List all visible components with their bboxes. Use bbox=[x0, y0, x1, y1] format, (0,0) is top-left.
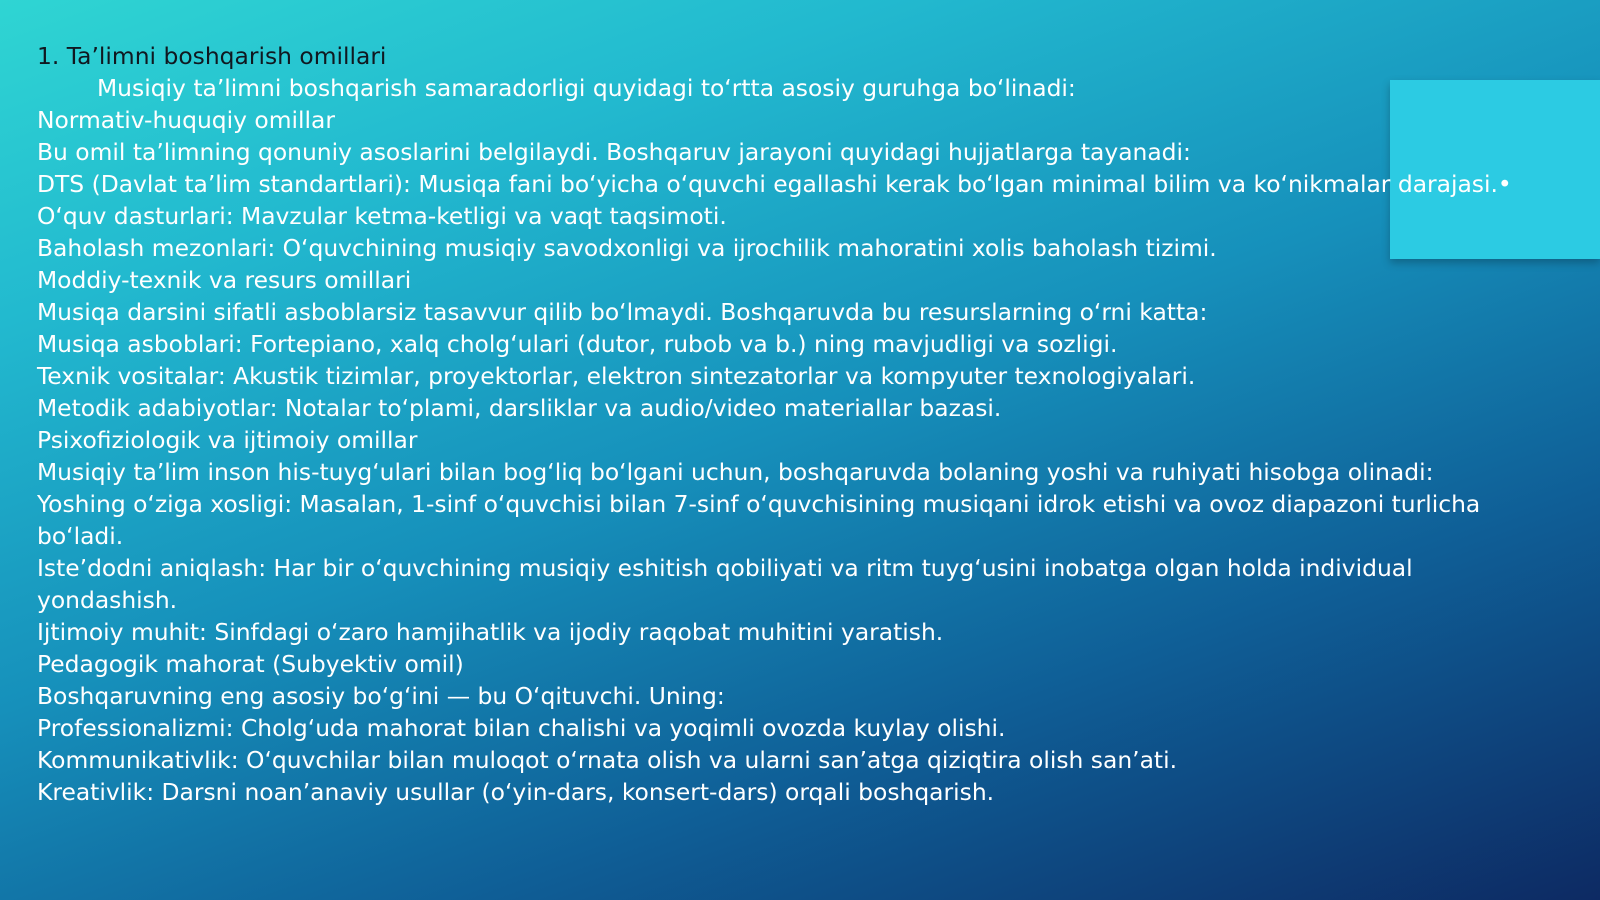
list-item-ijtimoiy: Ijtimoiy muhit: Sinfdagi o‘zaro hamjihatlik va ijodiy raqobat muhitini yaratish. bbox=[37, 618, 944, 646]
section-heading-psixo: Psixofiziologik va ijtimoiy omillar bbox=[37, 426, 418, 454]
list-item-dts: DTS (Davlat ta’lim standartlari): Musiqa fani bo‘yicha o‘quvchi egallashi kerak bo‘lgan minimal bilim va ko‘nikmalar darajasi.• O‘quv dasturlari: Mavzular ketma-ketligi va vaqt taqsimoti. bbox=[37, 170, 1512, 230]
list-item-kommunikativ: Kommunikativlik: O‘quvchilar bilan muloqot o‘rnata olish va ularni san’atga qiziqtira olish san’ati. bbox=[37, 746, 1178, 774]
list-item-texnik: Texnik vositalar: Akustik tizimlar, proyektorlar, elektron sintezatorlar va kompyuter texnologiyalari. bbox=[37, 362, 1196, 390]
paragraph-pedagogik: Boshqaruvning eng asosiy bo‘g‘ini — bu O‘qituvchi. Uning: bbox=[37, 682, 725, 710]
list-item-yosh: Yoshing o‘ziga xosligi: Masalan, 1-sinf o‘quvchisi bilan 7-sinf o‘quvchisining musiqani idrok etishi va ovoz diapazoni turlicha bo‘ladi. bbox=[37, 490, 1481, 550]
section-heading-pedagogik: Pedagogik mahorat (Subyektiv omil) bbox=[37, 650, 464, 678]
list-item-istedod: Iste’dodni aniqlash: Har bir o‘quvchining musiqiy eshitish qobiliyati va ritm tuyg‘usini inobatga olgan holda individual yondashish. bbox=[37, 554, 1413, 614]
intro-line: Musiqiy ta’limni boshqarish samaradorligi quyidagi to‘rtta asosiy guruhga bo‘linadi: bbox=[97, 74, 1076, 102]
paragraph-material: Musiqa darsini sifatli asboblarsiz tasavvur qilib bo‘lmaydi. Boshqaruvda bu resurslarning o‘rni katta: bbox=[37, 298, 1208, 326]
list-item-kreativ: Kreativlik: Darsni noan’anaviy usullar (o‘yin-dars, konsert-dars) orqali boshqarish. bbox=[37, 778, 995, 806]
paragraph-psixo: Musiqiy ta’lim inson his-tuyg‘ulari bilan bog‘liq bo‘lgani uchun, boshqaruvda bolaning yoshi va ruhiyati hisobga olinadi: bbox=[37, 458, 1434, 486]
section-heading-material: Moddiy-texnik va resurs omillari bbox=[37, 266, 412, 294]
list-item-baholash: Baholash mezonlari: O‘quvchining musiqiy savodxonligi va ijrochilik mahoratini xolis baholash tizimi. bbox=[37, 234, 1217, 262]
list-item-metodik: Metodik adabiyotlar: Notalar to‘plami, darsliklar va audio/video materiallar bazasi. bbox=[37, 394, 1002, 422]
list-item-professionalizm: Professionalizmi: Cholg‘uda mahorat bilan chalishi va yoqimli ovozda kuylay olishi. bbox=[37, 714, 1006, 742]
paragraph-normative: Bu omil ta’limning qonuniy asoslarini belgilaydi. Boshqaruv jarayoni quyidagi hujjatlarga tayanadi: bbox=[37, 138, 1191, 166]
section-heading-normative: Normativ-huquqiy omillar bbox=[37, 106, 335, 134]
list-item-asboblar: Musiqa asboblari: Fortepiano, xalq cholg‘ulari (dutor, rubob va b.) ning mavjudligi va sozligi. bbox=[37, 330, 1118, 358]
slide-title: 1. Ta’limni boshqarish omillari bbox=[37, 42, 387, 70]
slide-content bbox=[37, 40, 1557, 808]
